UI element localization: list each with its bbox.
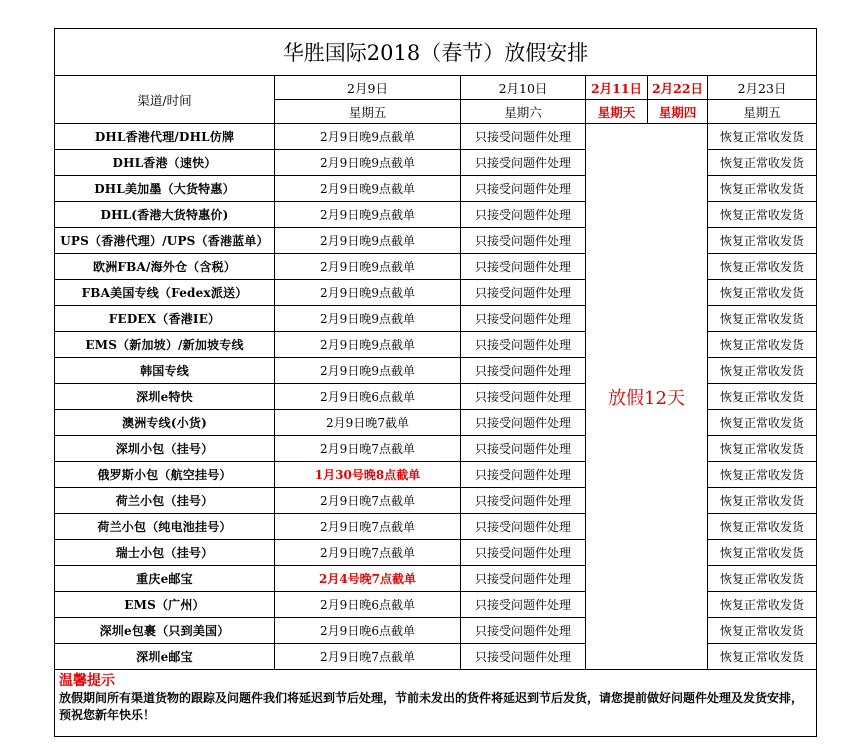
deadline-cell: 2月4号晚7点截单 — [275, 566, 461, 592]
saturday-status-cell: 只接受问题件处理 — [461, 332, 586, 358]
date-header-feb22: 2月22日 — [648, 76, 708, 100]
channel-cell: EMS（新加坡）/新加坡专线 — [55, 332, 275, 358]
notice-row — [55, 670, 817, 737]
saturday-status-cell: 只接受问题件处理 — [461, 592, 586, 618]
channel-cell: DHL美加墨（大货特惠） — [55, 176, 275, 202]
saturday-status-cell: 只接受问题件处理 — [461, 436, 586, 462]
deadline-cell: 2月9日晚7点截单 — [275, 514, 461, 540]
weekday-header-feb9: 星期五 — [275, 100, 461, 124]
deadline-cell: 2月9日晚6点截单 — [275, 618, 461, 644]
deadline-cell: 2月9日晚9点截单 — [275, 306, 461, 332]
channel-cell: FBA美国专线（Fedex派送） — [55, 280, 275, 306]
saturday-status-cell: 只接受问题件处理 — [461, 410, 586, 436]
resume-status-cell: 恢复正常收发货 — [708, 566, 817, 592]
channel-cell: 俄罗斯小包（航空挂号） — [55, 462, 275, 488]
channel-cell: 重庆e邮宝 — [55, 566, 275, 592]
deadline-cell: 2月9日晚7点截单 — [275, 436, 461, 462]
resume-status-cell: 恢复正常收发货 — [708, 384, 817, 410]
resume-status-cell: 恢复正常收发货 — [708, 228, 817, 254]
date-header-feb11: 2月11日 — [586, 76, 648, 100]
saturday-status-cell: 只接受问题件处理 — [461, 306, 586, 332]
resume-status-cell: 恢复正常收发货 — [708, 644, 817, 670]
resume-status-cell: 恢复正常收发货 — [708, 410, 817, 436]
channel-cell: 欧洲FBA/海外仓（含税） — [55, 254, 275, 280]
weekday-header-feb23: 星期五 — [708, 100, 817, 124]
saturday-status-cell: 只接受问题件处理 — [461, 540, 586, 566]
resume-status-cell: 恢复正常收发货 — [708, 254, 817, 280]
deadline-cell: 2月9日晚7点截单 — [275, 540, 461, 566]
resume-status-cell: 恢复正常收发货 — [708, 332, 817, 358]
saturday-status-cell: 只接受问题件处理 — [461, 644, 586, 670]
deadline-cell: 2月9日晚9点截单 — [275, 150, 461, 176]
resume-status-cell: 恢复正常收发货 — [708, 358, 817, 384]
holiday-period-cell: 放假12天 — [586, 124, 708, 670]
saturday-status-cell: 只接受问题件处理 — [461, 124, 586, 150]
channel-cell: EMS（广州） — [55, 592, 275, 618]
saturday-status-cell: 只接受问题件处理 — [461, 462, 586, 488]
date-header-feb23: 2月23日 — [708, 76, 817, 100]
deadline-cell: 2月9日晚9点截单 — [275, 124, 461, 150]
channel-cell: DHL(香港大货特惠价) — [55, 202, 275, 228]
page-title: 华胜国际2018（春节）放假安排 — [55, 29, 817, 76]
deadline-cell: 2月9日晚6点截单 — [275, 384, 461, 410]
deadline-cell: 2月9日晚7点截单 — [275, 488, 461, 514]
weekday-header-feb11: 星期天 — [586, 100, 648, 124]
table-row — [55, 124, 817, 150]
resume-status-cell: 恢复正常收发货 — [708, 306, 817, 332]
saturday-status-cell: 只接受问题件处理 — [461, 566, 586, 592]
channel-cell: 深圳e特快 — [55, 384, 275, 410]
deadline-cell: 2月9日晚9点截单 — [275, 254, 461, 280]
resume-status-cell: 恢复正常收发货 — [708, 618, 817, 644]
saturday-status-cell: 只接受问题件处理 — [461, 254, 586, 280]
weekday-header-feb10: 星期六 — [461, 100, 586, 124]
resume-status-cell: 恢复正常收发货 — [708, 488, 817, 514]
channel-cell: 韩国专线 — [55, 358, 275, 384]
channel-cell: 澳洲专线(小货) — [55, 410, 275, 436]
saturday-status-cell: 只接受问题件处理 — [461, 176, 586, 202]
date-header-feb10: 2月10日 — [461, 76, 586, 100]
saturday-status-cell: 只接受问题件处理 — [461, 228, 586, 254]
resume-status-cell: 恢复正常收发货 — [708, 514, 817, 540]
resume-status-cell: 恢复正常收发货 — [708, 202, 817, 228]
saturday-status-cell: 只接受问题件处理 — [461, 358, 586, 384]
channel-cell: DHL香港（速快） — [55, 150, 275, 176]
channel-cell: 荷兰小包（纯电池挂号） — [55, 514, 275, 540]
saturday-status-cell: 只接受问题件处理 — [461, 488, 586, 514]
deadline-cell: 1月30号晚8点截单 — [275, 462, 461, 488]
saturday-status-cell: 只接受问题件处理 — [461, 618, 586, 644]
schedule-table — [54, 28, 817, 737]
holiday-schedule-sheet — [54, 28, 816, 737]
notice-box — [55, 670, 817, 737]
notice-title: 温馨提示 — [59, 673, 115, 689]
deadline-cell: 2月9日晚9点截单 — [275, 358, 461, 384]
resume-status-cell: 恢复正常收发货 — [708, 540, 817, 566]
resume-status-cell: 恢复正常收发货 — [708, 150, 817, 176]
channel-cell: 深圳e包裹（只到美国） — [55, 618, 275, 644]
saturday-status-cell: 只接受问题件处理 — [461, 280, 586, 306]
deadline-cell: 2月9日晚9点截单 — [275, 228, 461, 254]
channel-cell: UPS（香港代理）/UPS（香港蓝单） — [55, 228, 275, 254]
channel-cell: DHL香港代理/DHL仿牌 — [55, 124, 275, 150]
notice-text: 放假期间所有渠道货物的跟踪及问题件我们将延迟到节后处理，节前未发出的货件将延迟到节后发货，请您提前做好问题件处理及发货安排，预祝您新年快乐！ — [59, 691, 804, 722]
weekday-header-feb22: 星期四 — [648, 100, 708, 124]
channel-cell: FEDEX（香港IE） — [55, 306, 275, 332]
saturday-status-cell: 只接受问题件处理 — [461, 384, 586, 410]
channel-cell: 深圳小包（挂号） — [55, 436, 275, 462]
deadline-cell: 2月9日晚9点截单 — [275, 202, 461, 228]
resume-status-cell: 恢复正常收发货 — [708, 592, 817, 618]
resume-status-cell: 恢复正常收发货 — [708, 436, 817, 462]
channel-cell: 荷兰小包（挂号） — [55, 488, 275, 514]
channel-time-header: 渠道/时间 — [55, 76, 275, 124]
date-header-feb9: 2月9日 — [275, 76, 461, 100]
deadline-cell: 2月9日晚6点截单 — [275, 592, 461, 618]
saturday-status-cell: 只接受问题件处理 — [461, 514, 586, 540]
resume-status-cell: 恢复正常收发货 — [708, 176, 817, 202]
deadline-cell: 2月9日晚7截单 — [275, 410, 461, 436]
channel-cell: 瑞士小包（挂号） — [55, 540, 275, 566]
deadline-cell: 2月9日晚9点截单 — [275, 332, 461, 358]
channel-cell: 深圳e邮宝 — [55, 644, 275, 670]
deadline-cell: 2月9日晚7点截单 — [275, 644, 461, 670]
resume-status-cell: 恢复正常收发货 — [708, 280, 817, 306]
resume-status-cell: 恢复正常收发货 — [708, 124, 817, 150]
deadline-cell: 2月9日晚9点截单 — [275, 176, 461, 202]
saturday-status-cell: 只接受问题件处理 — [461, 202, 586, 228]
resume-status-cell: 恢复正常收发货 — [708, 462, 817, 488]
deadline-cell: 2月9日晚9点截单 — [275, 280, 461, 306]
saturday-status-cell: 只接受问题件处理 — [461, 150, 586, 176]
